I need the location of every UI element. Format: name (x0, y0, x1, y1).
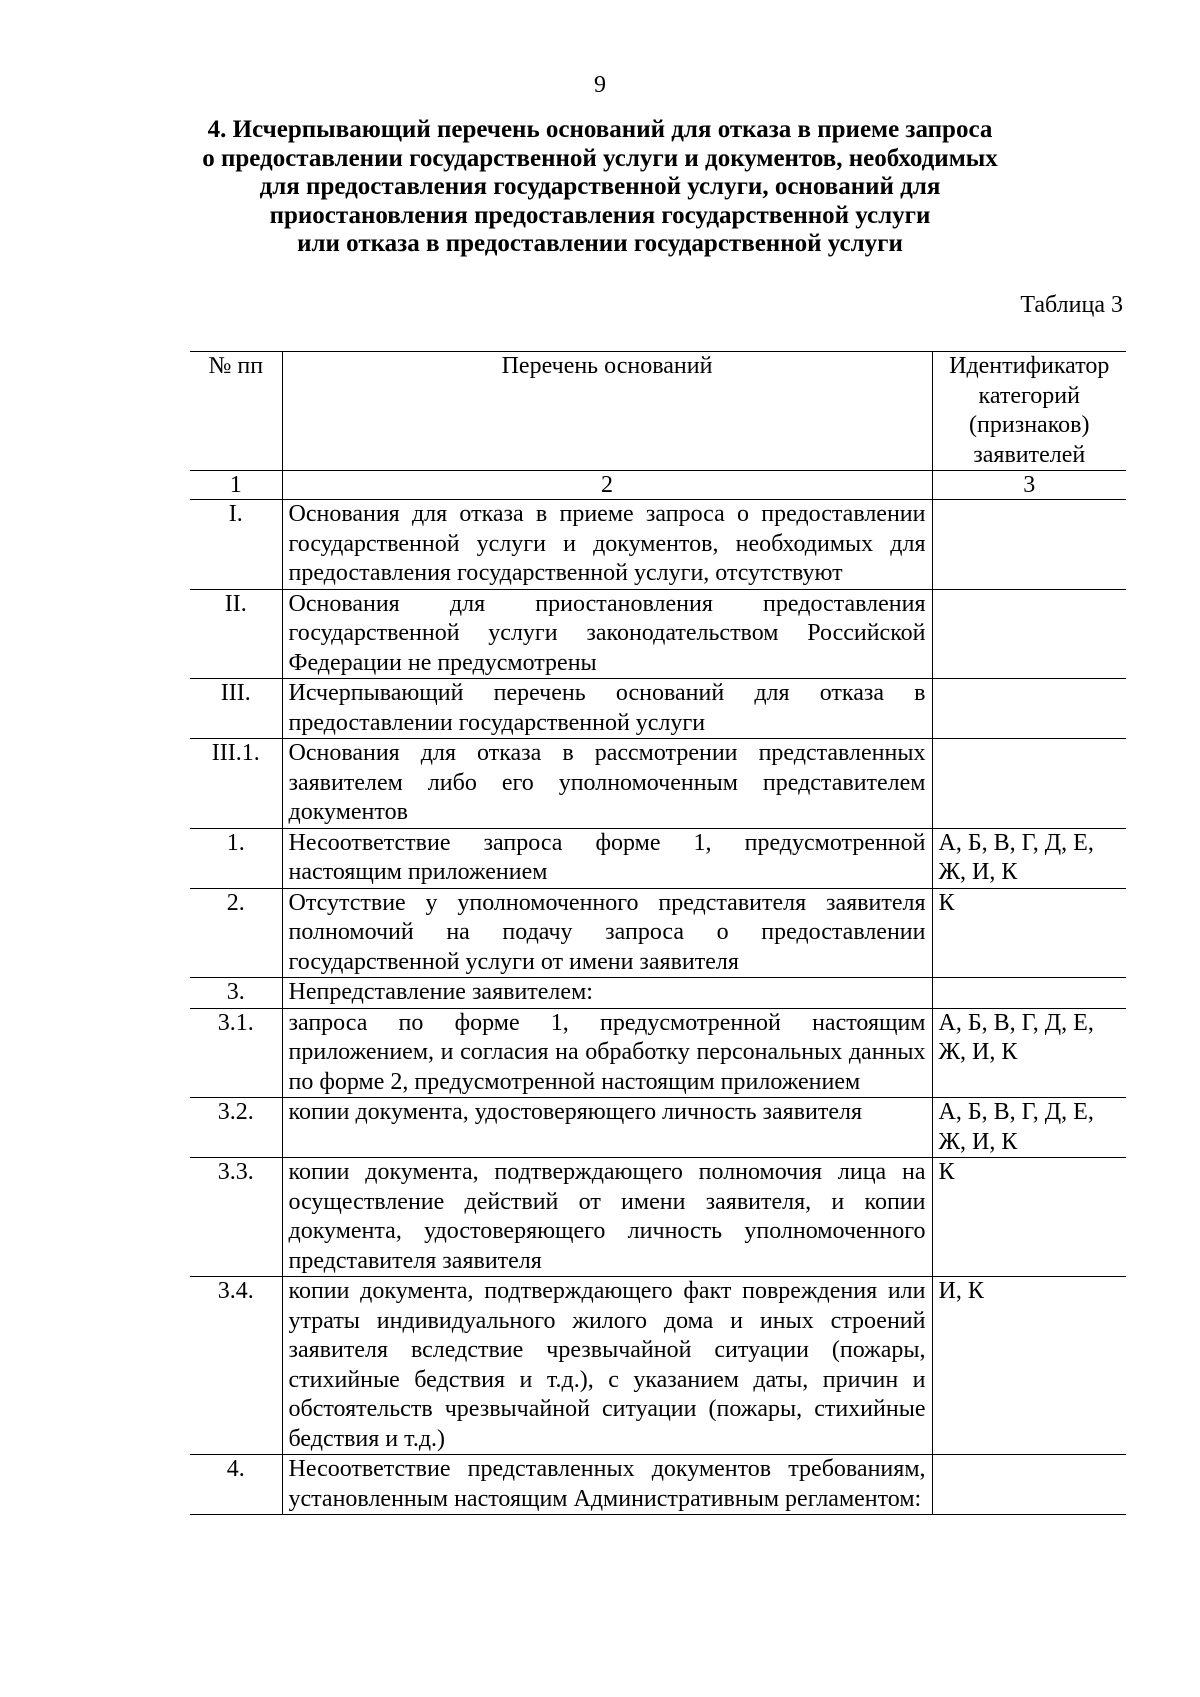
row-number: II. (190, 589, 282, 679)
row-applicant-ids (932, 500, 1126, 590)
header-grounds: Перечень оснований (282, 352, 932, 471)
table-row (190, 679, 1126, 739)
row-number: 3.1. (190, 1008, 282, 1098)
grounds-table (190, 351, 1126, 1515)
table-row (190, 739, 1126, 829)
heading-line: для предоставления государственной услуги, оснований для (259, 173, 941, 200)
row-grounds-text: копии документа, подтверждающего факт повреждения или утраты индивидуального жилого дома и иных строений заявителя вследствие чрезвычайной ситуации (пожары, стихийные бедствия и т.д.), с указанием даты, причин и обстоятельств чрезвычайной ситуации (пожары, стихийные бедствия и т.д.) (282, 1277, 932, 1455)
row-grounds-text: Несоответствие представленных документов требованиям, установленным настоящим Административным регламентом: (282, 1455, 932, 1515)
row-applicant-ids (932, 1455, 1126, 1515)
table-row (190, 1098, 1126, 1158)
table-row (190, 589, 1126, 679)
row-grounds-text: запроса по форме 1, предусмотренной настоящим приложением, и согласия на обработку персональных данных по форме 2, предусмотренной настоящим приложением (282, 1008, 932, 1098)
table-row (190, 828, 1126, 888)
row-number: III. (190, 679, 282, 739)
table-header-row (190, 352, 1126, 471)
header-identifier: Идентификатор категорий (признаков) заявителей (932, 352, 1126, 471)
header-number: № пп (190, 352, 282, 471)
row-applicant-ids (932, 589, 1126, 679)
row-grounds-text: копии документа, подтверждающего полномочия лица на осуществление действий от имени заявителя, и копии документа, удостоверяющего личность уполномоченного представителя заявителя (282, 1158, 932, 1277)
row-number: 3.3. (190, 1158, 282, 1277)
row-grounds-text: Несоответствие запроса форме 1, предусмотренной настоящим приложением (282, 828, 932, 888)
column-number: 2 (282, 471, 932, 500)
column-number: 1 (190, 471, 282, 500)
table-row (190, 978, 1126, 1009)
table-row (190, 1277, 1126, 1455)
row-applicant-ids: К (932, 888, 1126, 978)
heading-line: 4. Исчерпывающий перечень оснований для отказа в приеме запроса (207, 116, 993, 143)
table-body (190, 500, 1126, 1515)
row-number: 2. (190, 888, 282, 978)
heading-line: приостановления предоставления государственной услуги (269, 201, 931, 229)
row-number: 1. (190, 828, 282, 888)
row-grounds-text: Непредставление заявителем: (282, 978, 932, 1009)
row-number: 3.4. (190, 1277, 282, 1455)
table-row (190, 1455, 1126, 1515)
row-applicant-ids: А, Б, В, Г, Д, Е, Ж, И, К (932, 1098, 1126, 1158)
row-applicant-ids (932, 739, 1126, 829)
row-grounds-text: Основания для приостановления предоставления государственной услуги законодательством Российской Федерации не предусмотрены (282, 589, 932, 679)
table-caption: Таблица 3 (1020, 292, 1123, 318)
column-number-row (190, 471, 1126, 500)
row-grounds-text: Отсутствие у уполномоченного представителя заявителя полномочий на подачу запроса о предоставлении государственной услуги от имени заявителя (282, 888, 932, 978)
row-grounds-text: Основания для отказа в рассмотрении представленных заявителем либо его уполномоченным представителем документов (282, 739, 932, 829)
row-applicant-ids: А, Б, В, Г, Д, Е, Ж, И, К (932, 1008, 1126, 1098)
page-number: 9 (594, 72, 606, 98)
row-number: III.1. (190, 739, 282, 829)
row-grounds-text: Основания для отказа в приеме запроса о предоставлении государственной услуги и документов, необходимых для предоставления государственной услуги, отсутствуют (282, 500, 932, 590)
row-applicant-ids: А, Б, В, Г, Д, Е, Ж, И, К (932, 828, 1126, 888)
row-number: 4. (190, 1455, 282, 1515)
row-grounds-text: копии документа, удостоверяющего личность заявителя (282, 1098, 932, 1158)
table-row (190, 500, 1126, 590)
row-applicant-ids: И, К (932, 1277, 1126, 1455)
row-grounds-text: Исчерпывающий перечень оснований для отказа в предоставлении государственной услуги (282, 679, 932, 739)
section-heading (160, 116, 1040, 259)
row-number: I. (190, 500, 282, 590)
column-number: 3 (932, 471, 1126, 500)
row-applicant-ids: К (932, 1158, 1126, 1277)
row-number: 3. (190, 978, 282, 1009)
heading-line: о предоставлении государственной услуги и документов, необходимых (202, 144, 998, 172)
row-applicant-ids (932, 978, 1126, 1009)
table-row (190, 1158, 1126, 1277)
row-applicant-ids (932, 679, 1126, 739)
heading-line: или отказа в предоставлении государственной услуги (297, 230, 903, 257)
table-row (190, 888, 1126, 978)
row-number: 3.2. (190, 1098, 282, 1158)
table-row (190, 1008, 1126, 1098)
